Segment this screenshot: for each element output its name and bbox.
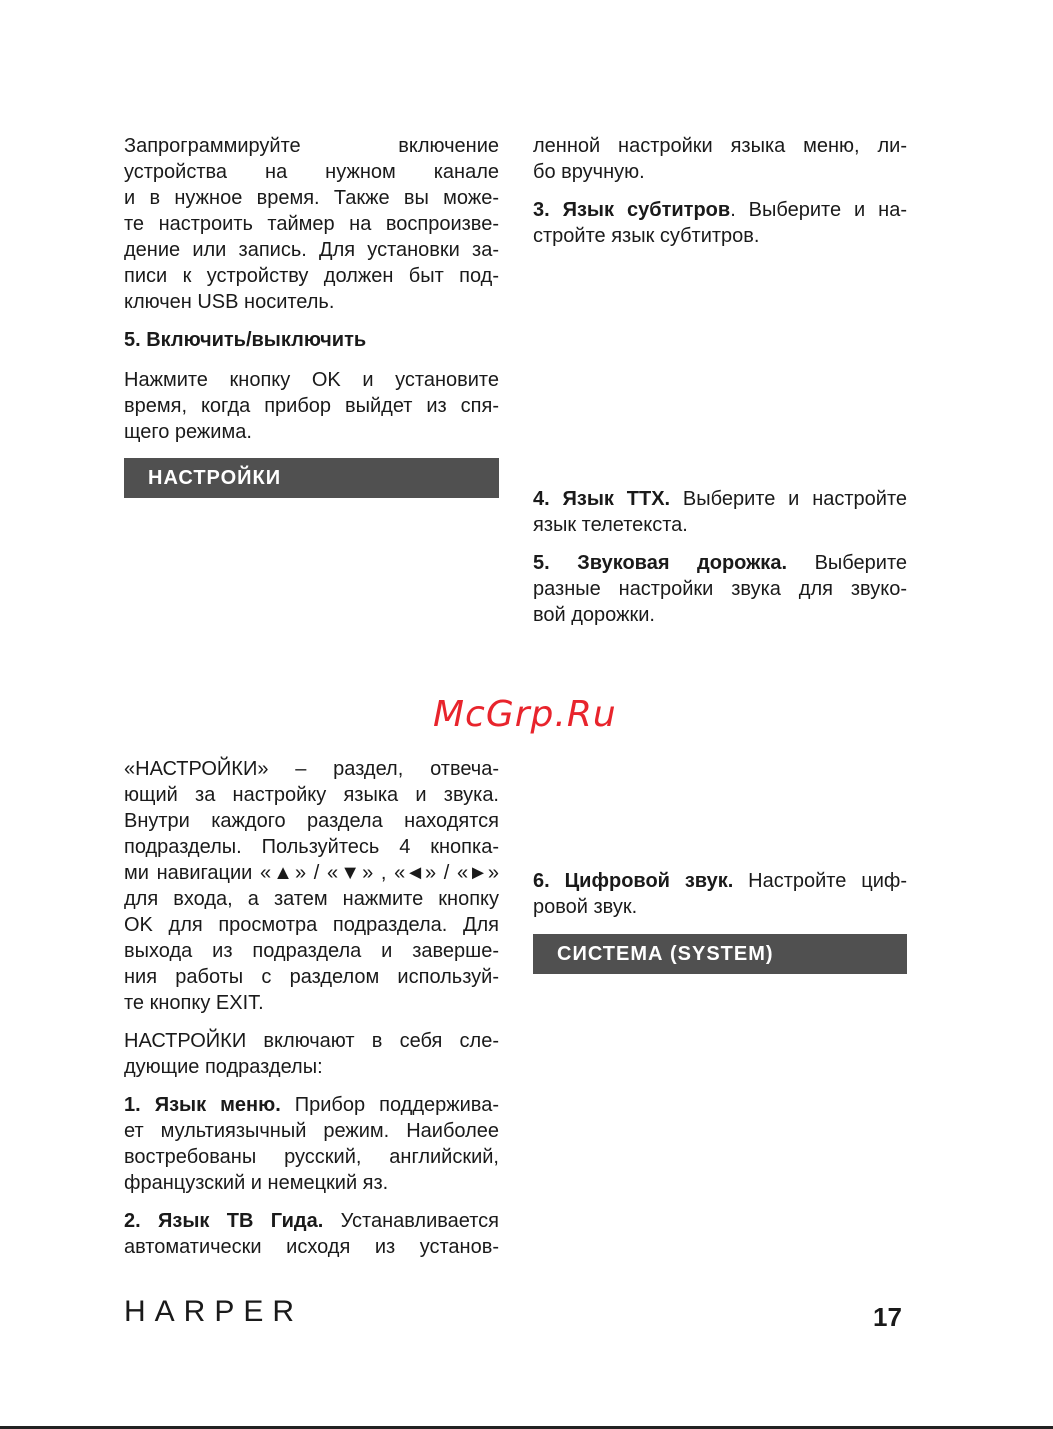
text-line: выхода из подраздела и заверше- — [124, 940, 499, 962]
text-line: язык телетекста. — [533, 514, 688, 536]
text-line: «НАСТРОЙКИ» – раздел, отвеча- — [124, 758, 499, 780]
text-line: ет мультиязычный режим. Наиболее — [124, 1120, 499, 1142]
text-line: Внутри каждого раздела находятся — [124, 810, 499, 832]
section-title: 5. Включить/выключить — [124, 329, 367, 351]
text-line: ния работы с разделом используй- — [124, 966, 499, 988]
text-line: Запрограммируйте включение — [124, 135, 499, 157]
text-line: ленной настройки языка меню, ли- — [533, 135, 907, 157]
text-line: писи к устройству должен быт под- — [124, 265, 499, 287]
item-title: 2. Язык ТВ Гида. — [124, 1210, 324, 1232]
item-text: . Выберите и на- — [730, 199, 907, 221]
right-column-top — [533, 133, 907, 249]
text-line: ровой звук. — [533, 896, 638, 918]
left-column-bottom — [124, 756, 499, 1260]
text-line: OK для просмотра подраздела. Для — [124, 914, 499, 936]
item-text: Выберите — [787, 552, 908, 574]
section-header-bar — [533, 934, 907, 974]
text-line: для входа, а затем нажмите кнопку — [124, 888, 499, 910]
text-line: время, когда прибор выйдет из спя- — [124, 395, 499, 417]
text-line: ми навигации «▲» / «▼» , «◄» / «►» — [124, 862, 499, 884]
right-column-middle — [533, 486, 907, 628]
text-line: НАСТРОЙКИ включают в себя сле- — [124, 1030, 499, 1052]
item-text: Прибор поддержива- — [280, 1094, 499, 1116]
page-number: 17 — [873, 1302, 902, 1332]
text-line: дующие подразделы: — [124, 1056, 323, 1078]
text-line: ключен USB носитель. — [124, 291, 335, 313]
text-line: и в нужное время. Также вы може- — [124, 187, 499, 209]
text-line: подразделы. Пользуйтесь 4 кнопка- — [124, 836, 499, 858]
brand-text: HARPER — [124, 1297, 304, 1325]
item-title: 5. Звуковая дорожка. — [533, 552, 788, 574]
text-line: устройства на нужном канале — [124, 161, 499, 183]
item-text: Устанавливается — [323, 1210, 499, 1232]
section-header-text: НАСТРОЙКИ — [148, 466, 282, 489]
text-line: вой дорожки. — [533, 604, 655, 626]
item-title: 1. Язык меню. — [124, 1094, 281, 1116]
text-line: Нажмите кнопку OK и установите — [124, 369, 499, 391]
left-column-top — [124, 133, 499, 445]
text-line: те настроить таймер на воспроизве- — [124, 213, 499, 235]
section-header-bar — [124, 458, 499, 498]
harper-logo-icon — [124, 1297, 324, 1325]
watermark: McGrp.Ru — [433, 694, 617, 735]
text-line: бо вручную. — [533, 161, 645, 183]
brand-logo — [124, 1297, 324, 1330]
section-header-text: СИСТЕМА (SYSTEM) — [557, 942, 774, 965]
text-line: французский и немецкий яз. — [124, 1172, 389, 1194]
teletext-language-item — [533, 486, 907, 512]
right-column-bottom — [533, 868, 907, 920]
tv-guide-language-item — [124, 1208, 499, 1234]
text-line: те кнопку EXIT. — [124, 992, 264, 1014]
item-title: 6. Цифровой звук. — [533, 870, 734, 892]
menu-language-item — [124, 1092, 499, 1118]
text-line: дение или запись. Для установки за- — [124, 239, 499, 261]
digital-audio-item — [533, 868, 907, 894]
item-title: 3. Язык субтитров — [533, 199, 731, 221]
text-line: востребованы русский, английский, — [124, 1146, 499, 1168]
text-line: щего режима. — [124, 421, 252, 443]
item-title: 4. Язык ТТХ. — [533, 488, 671, 510]
text-line: разные настройки звука для звуко- — [533, 578, 907, 600]
audio-track-item — [533, 550, 907, 576]
text-line: ющий за настройку языка и звука. — [124, 784, 499, 806]
text-line: автоматически исходя из установ- — [124, 1236, 499, 1258]
item-text: Выберите и настройте — [670, 488, 907, 510]
item-text: Настройте циф- — [733, 870, 907, 892]
subtitle-language-item — [533, 197, 907, 223]
text-line: стройте язык субтитров. — [533, 225, 760, 247]
